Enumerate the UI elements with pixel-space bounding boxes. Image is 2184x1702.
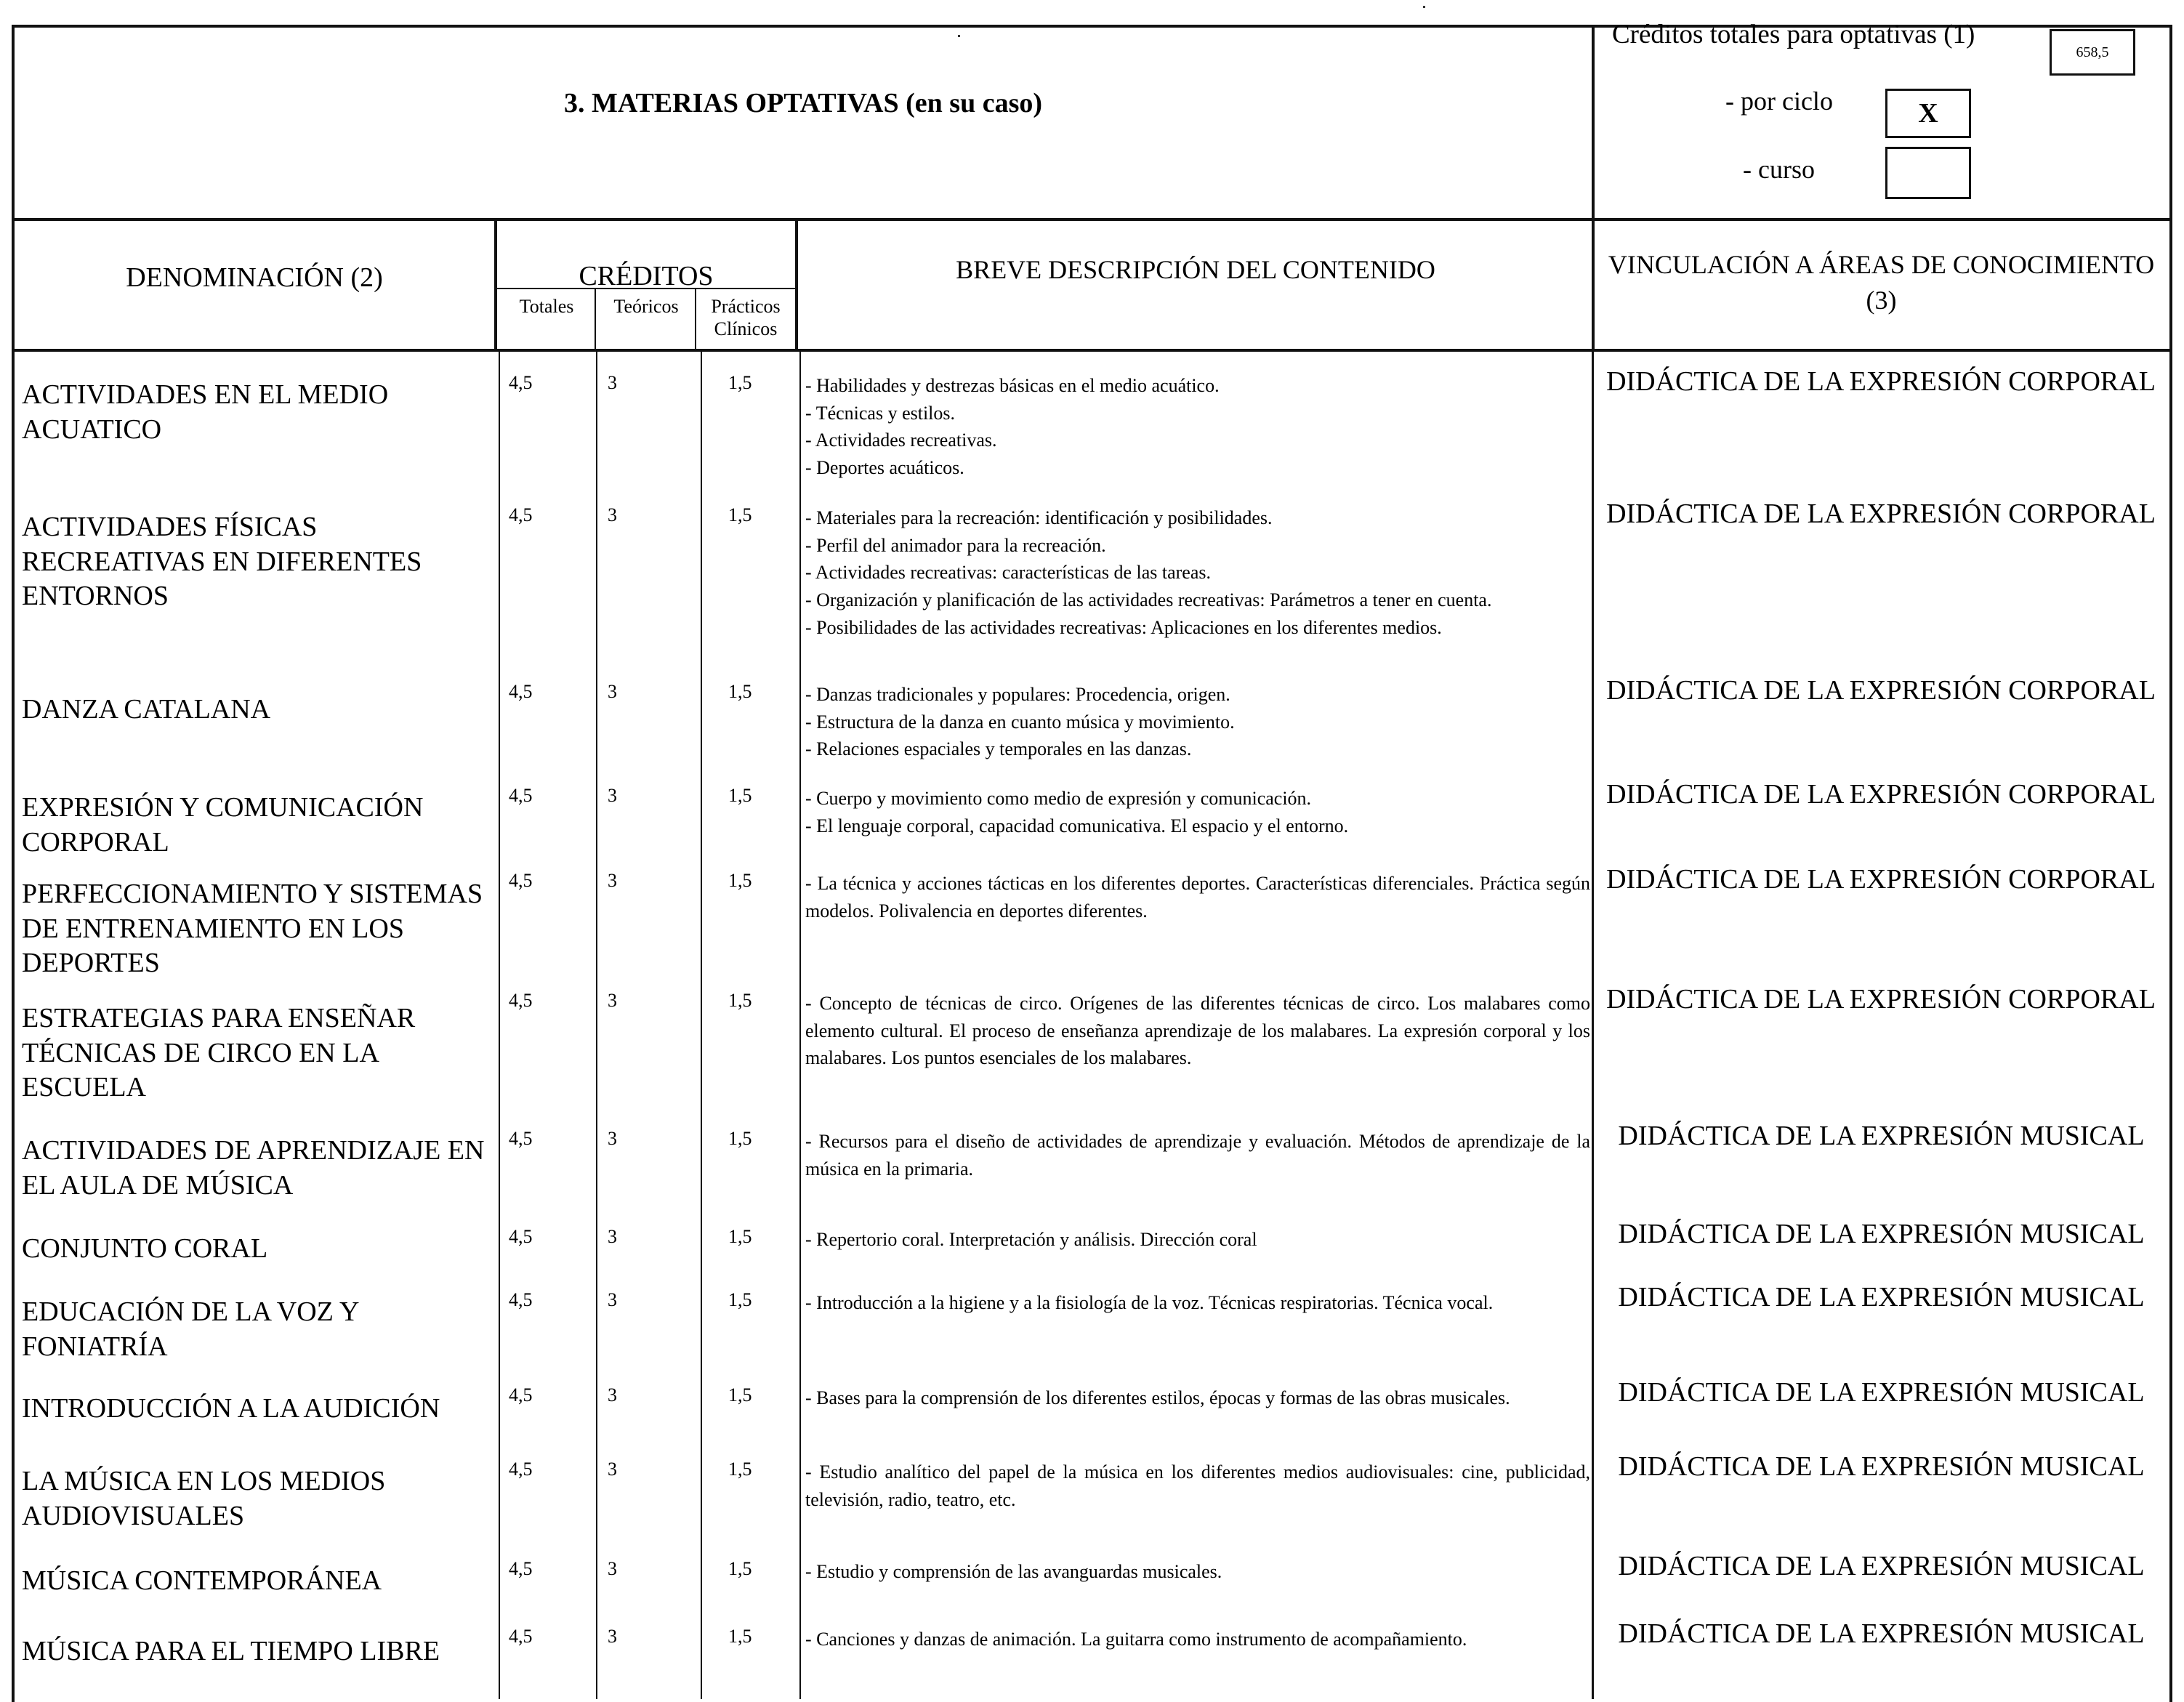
- row-teoricos: 3: [608, 504, 617, 525]
- row-teoricos: 3: [608, 681, 617, 702]
- body-col-divider-5: [1592, 352, 1594, 1699]
- header-denominacion: DENOMINACIÓN (2): [126, 262, 383, 293]
- row-denominacion: LA MÚSICA EN LOS MEDIOS AUDIOVISUALES: [22, 1466, 386, 1531]
- curso-checkbox: [1885, 147, 1971, 199]
- row-descripcion: [805, 1226, 1590, 1254]
- row-practicos: 1,5: [728, 1558, 752, 1579]
- header-totales: Totales: [519, 296, 574, 317]
- row-teoricos: 3: [608, 1626, 617, 1647]
- por-ciclo-checkbox: X: [1885, 89, 1971, 138]
- row-area: DIDÁCTICA DE LA EXPRESIÓN MUSICAL: [1618, 1618, 2145, 1649]
- header-teoricos: Teóricos: [613, 296, 679, 317]
- row-denominacion: EXPRESIÓN Y COMUNICACIÓN CORPORAL: [22, 792, 424, 858]
- row-descripcion: [805, 681, 1590, 763]
- descripcion-line: - Repertorio coral. Interpretación y análisis. Dirección coral: [805, 1229, 1257, 1250]
- row-teoricos: 3: [608, 372, 617, 393]
- descripcion-line: - Estudio y comprensión de las avanguardas musicales.: [805, 1561, 1222, 1582]
- scan-speck: [1423, 6, 1425, 8]
- row-descripcion: [805, 870, 1590, 924]
- creditos-sub-col-2: [695, 289, 696, 352]
- row-descripcion: [805, 372, 1590, 482]
- row-denominacion: PERFECCIONAMIENTO Y SISTEMAS DE ENTRENAMIENTO EN LOS DEPORTES: [22, 879, 483, 978]
- body-col-divider-1: [499, 352, 500, 1699]
- row-denominacion: CONJUNTO CORAL: [22, 1233, 268, 1264]
- row-area: DIDÁCTICA DE LA EXPRESIÓN MUSICAL: [1618, 1121, 2145, 1151]
- descripcion-line: - Recursos para el diseño de actividades de aprendizaje y evaluación. Métodos de aprendizaje de la música en la primaria.: [805, 1131, 1590, 1179]
- page-title: 3. MATERIAS OPTATIVAS (en su caso): [563, 88, 1043, 118]
- por-ciclo-label: - por ciclo: [1725, 86, 1833, 116]
- row-denominacion: ACTIVIDADES FÍSICAS RECREATIVAS EN DIFERENTES ENTORNOS: [22, 512, 422, 611]
- row-denominacion: ACTIVIDADES EN EL MEDIO ACUATICO: [22, 379, 389, 445]
- header-creditos: CRÉDITOS: [579, 261, 714, 291]
- descripcion-line: - Bases para la comprensión de los diferentes estilos, épocas y formas de las obras musicales.: [805, 1387, 1510, 1408]
- row-teoricos: 3: [608, 1289, 617, 1310]
- column-header-divider: [12, 349, 2169, 352]
- row-totales: 4,5: [509, 504, 533, 525]
- row-practicos: 1,5: [728, 1459, 752, 1480]
- col-divider-2: [795, 218, 798, 352]
- row-denominacion: INTRODUCCIÓN A LA AUDICIÓN: [22, 1393, 440, 1424]
- row-descripcion: [805, 990, 1590, 1072]
- row-descripcion: [805, 1289, 1590, 1317]
- descripcion-line: - Habilidades y destrezas básicas en el medio acuático.: [805, 375, 1220, 396]
- row-descripcion: [805, 1128, 1590, 1182]
- row-totales: 4,5: [509, 870, 533, 891]
- row-totales: 4,5: [509, 1558, 533, 1579]
- row-denominacion: ESTRATEGIAS PARA ENSEÑAR TÉCNICAS DE CIRCO EN LA ESCUELA: [22, 1003, 416, 1102]
- descripcion-line: - Actividades recreativas: características de las tareas.: [805, 562, 1211, 584]
- row-practicos: 1,5: [728, 785, 752, 806]
- row-practicos: 1,5: [728, 372, 752, 393]
- scan-speck: [958, 35, 960, 37]
- row-totales: 4,5: [509, 1289, 533, 1310]
- row-totales: 4,5: [509, 1384, 533, 1405]
- row-area: DIDÁCTICA DE LA EXPRESIÓN CORPORAL: [1606, 864, 2156, 895]
- row-teoricos: 3: [608, 1226, 617, 1247]
- row-area: DIDÁCTICA DE LA EXPRESIÓN MUSICAL: [1618, 1377, 2145, 1408]
- creditos-totales-label: Créditos totales para optativas (1): [1612, 20, 1975, 49]
- row-teoricos: 3: [608, 1558, 617, 1579]
- row-descripcion: [805, 1558, 1590, 1586]
- descripcion-line: - Estructura de la danza en cuanto música y movimiento.: [805, 711, 1235, 733]
- descripcion-line: - Perfil del animador para la recreación.: [805, 534, 1106, 556]
- body-col-divider-4: [799, 352, 801, 1699]
- row-area: DIDÁCTICA DE LA EXPRESIÓN CORPORAL: [1606, 984, 2156, 1015]
- row-totales: 4,5: [509, 785, 533, 806]
- row-area: DIDÁCTICA DE LA EXPRESIÓN CORPORAL: [1606, 366, 2156, 397]
- row-descripcion: [805, 504, 1590, 641]
- descripcion-line: - Relaciones espaciales y temporales en las danzas.: [805, 738, 1192, 760]
- descripcion-line: - Canciones y danzas de animación. La guitarra como instrumento de acompañamiento.: [805, 1629, 1467, 1650]
- row-descripcion: [805, 785, 1590, 839]
- body-col-divider-3: [701, 352, 702, 1699]
- descripcion-line: - Materiales para la recreación: identificación y posibilidades.: [805, 507, 1273, 528]
- descripcion-line: - Cuerpo y movimiento como medio de expresión y comunicación.: [805, 788, 1312, 809]
- row-denominacion: DANZA CATALANA: [22, 694, 271, 725]
- row-descripcion: [805, 1384, 1590, 1412]
- row-area: DIDÁCTICA DE LA EXPRESIÓN CORPORAL: [1606, 675, 2156, 706]
- creditos-totales-value: 658,5: [2050, 29, 2135, 76]
- row-totales: 4,5: [509, 990, 533, 1011]
- descripcion-line: - Técnicas y estilos.: [805, 402, 956, 424]
- header-divider: [12, 218, 2169, 221]
- row-teoricos: 3: [608, 785, 617, 806]
- descripcion-line: - Posibilidades de las actividades recreativas: Aplicaciones en los diferentes medios.: [805, 616, 1442, 638]
- row-practicos: 1,5: [728, 1226, 752, 1247]
- row-practicos: 1,5: [728, 990, 752, 1011]
- header-vinculacion: VINCULACIÓN A ÁREAS DE CONOCIMIENTO (3): [1608, 250, 2155, 315]
- row-teoricos: 3: [608, 1128, 617, 1149]
- row-area: DIDÁCTICA DE LA EXPRESIÓN CORPORAL: [1606, 499, 2156, 529]
- descripcion-line: - Concepto de técnicas de circo. Orígenes de las diferentes técnicas de circo. Los malabares como elemento cultural. El proceso de enseñanza aprendizaje de los malabares. La expresión corporal y los malabares. Los puntos esenciales de los malabares.: [805, 993, 1590, 1069]
- row-area: DIDÁCTICA DE LA EXPRESIÓN MUSICAL: [1618, 1551, 2145, 1581]
- row-totales: 4,5: [509, 1226, 533, 1247]
- row-practicos: 1,5: [728, 1128, 752, 1149]
- row-practicos: 1,5: [728, 1289, 752, 1310]
- row-teoricos: 3: [608, 1384, 617, 1405]
- row-denominacion: MÚSICA CONTEMPORÁNEA: [22, 1565, 382, 1596]
- header-descripcion: BREVE DESCRIPCIÓN DEL CONTENIDO: [956, 255, 1435, 284]
- row-totales: 4,5: [509, 1128, 533, 1149]
- row-practicos: 1,5: [728, 1384, 752, 1405]
- creditos-sub-col-1: [595, 289, 596, 352]
- header-practicos: Prácticos Clínicos: [711, 296, 781, 340]
- row-totales: 4,5: [509, 1459, 533, 1480]
- row-totales: 4,5: [509, 372, 533, 393]
- descripcion-line: - El lenguaje corporal, capacidad comunicativa. El espacio y el entorno.: [805, 815, 1349, 836]
- row-teoricos: 3: [608, 1459, 617, 1480]
- descripcion-line: - Organización y planificación de las actividades recreativas: Parámetros a tener en cuenta.: [805, 589, 1492, 611]
- descripcion-line: - Danzas tradicionales y populares: Procedencia, origen.: [805, 684, 1230, 705]
- row-practicos: 1,5: [728, 681, 752, 702]
- row-practicos: 1,5: [728, 504, 752, 525]
- row-descripcion: [805, 1459, 1590, 1513]
- row-totales: 4,5: [509, 681, 533, 702]
- row-descripcion: [805, 1626, 1590, 1653]
- descripcion-line: - Actividades recreativas.: [805, 429, 997, 451]
- descripcion-line: - La técnica y acciones tácticas en los diferentes deportes. Características diferenciales. Práctica según modelos. Polivalencia en deportes diferentes.: [805, 873, 1590, 921]
- body-col-divider-2: [596, 352, 597, 1699]
- row-denominacion: MÚSICA PARA EL TIEMPO LIBRE: [22, 1636, 440, 1666]
- row-practicos: 1,5: [728, 870, 752, 891]
- row-denominacion: EDUCACIÓN DE LA VOZ Y FONIATRÍA: [22, 1296, 359, 1362]
- row-area: DIDÁCTICA DE LA EXPRESIÓN MUSICAL: [1618, 1451, 2145, 1482]
- row-area: DIDÁCTICA DE LA EXPRESIÓN MUSICAL: [1618, 1282, 2145, 1312]
- row-denominacion: ACTIVIDADES DE APRENDIZAJE EN EL AULA DE MÚSICA: [22, 1135, 485, 1201]
- row-totales: 4,5: [509, 1626, 533, 1647]
- col-divider-3: [1592, 218, 1595, 352]
- row-area: DIDÁCTICA DE LA EXPRESIÓN CORPORAL: [1606, 779, 2156, 810]
- curso-label: - curso: [1743, 155, 1815, 184]
- descripcion-line: - Deportes acuáticos.: [805, 457, 964, 479]
- descripcion-line: - Estudio analítico del papel de la música en los diferentes medios audiovisuales: cine, publicidad, televisión, radio, teatro, etc.: [805, 1461, 1590, 1510]
- descripcion-line: - Introducción a la higiene y a la fisiología de la voz. Técnicas respiratorias. Técnica vocal.: [805, 1292, 1494, 1313]
- row-teoricos: 3: [608, 870, 617, 891]
- row-practicos: 1,5: [728, 1626, 752, 1647]
- row-teoricos: 3: [608, 990, 617, 1011]
- row-area: DIDÁCTICA DE LA EXPRESIÓN MUSICAL: [1618, 1219, 2145, 1249]
